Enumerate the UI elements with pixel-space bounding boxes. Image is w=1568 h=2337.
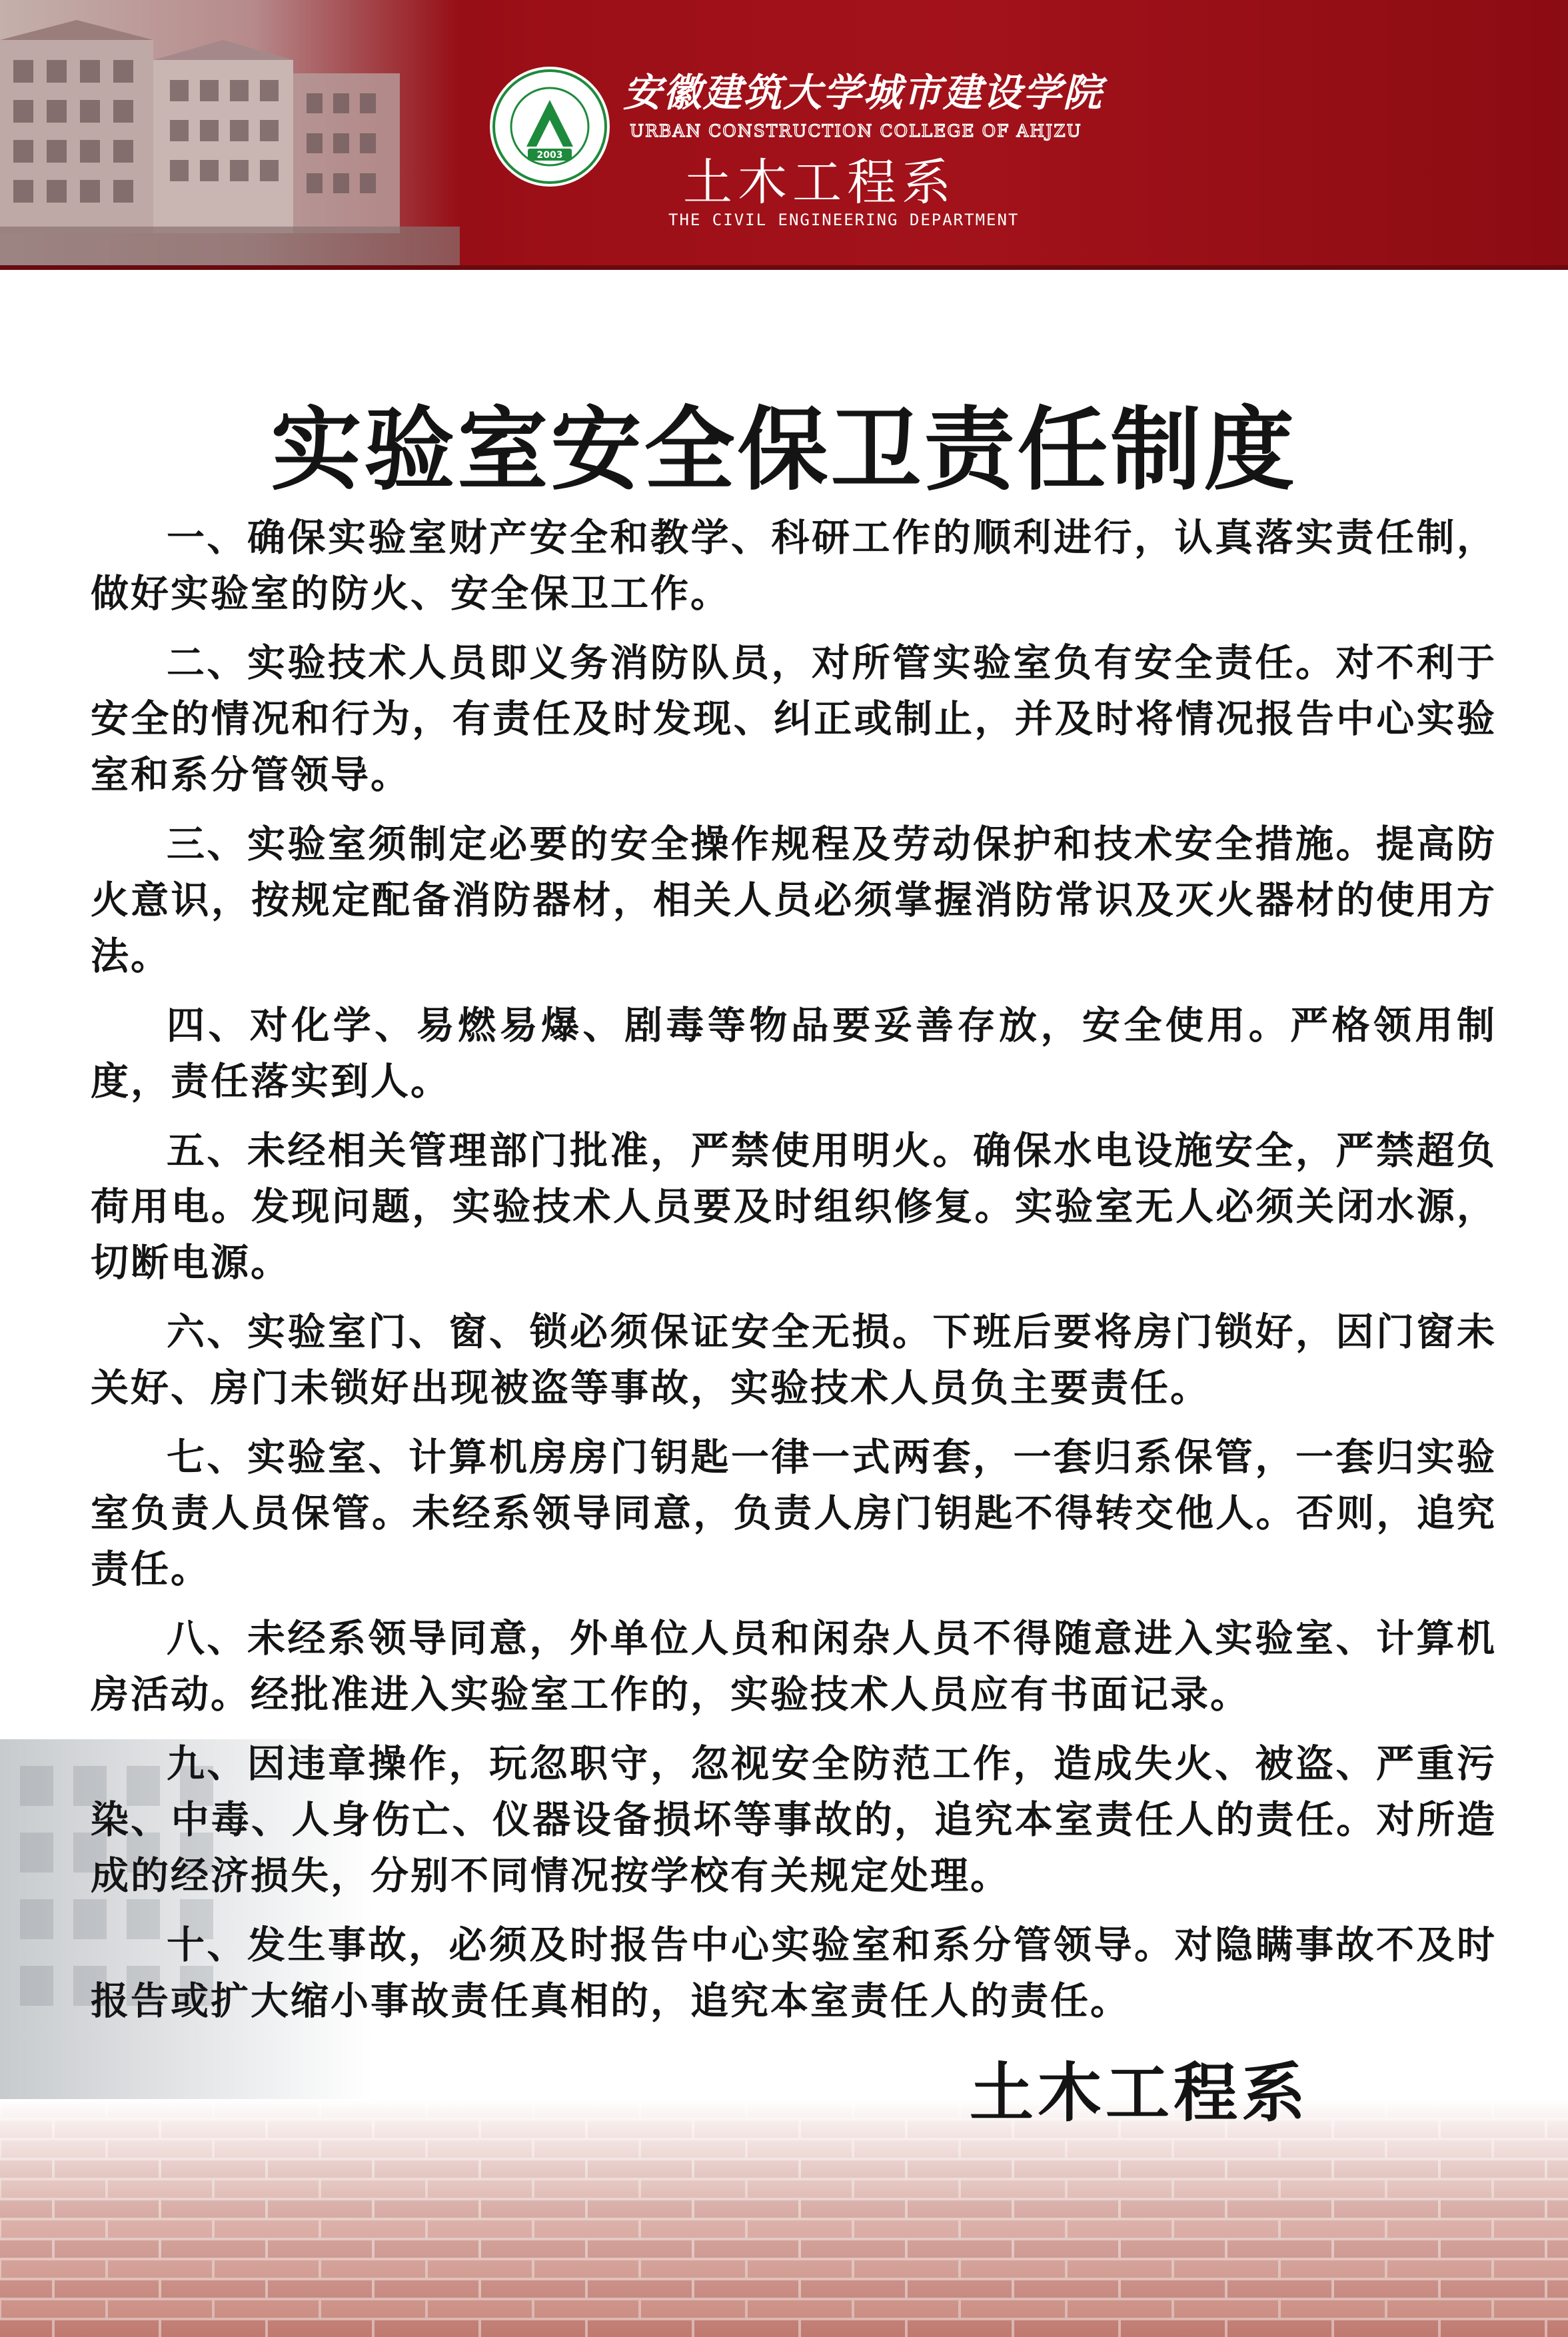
campus-building-photo bbox=[0, 0, 460, 270]
regulation-body bbox=[91, 510, 1497, 2042]
college-name-en: URBAN CONSTRUCTION COLLEGE OF AHJZU bbox=[630, 121, 1082, 141]
logo-year: 2003 bbox=[536, 150, 563, 161]
brick-wall-background-icon bbox=[0, 2099, 1568, 2337]
regulation-item-10: 十、发生事故，必须及时报告中心实验室和系分管领导。对隐瞒事故不及时报告或扩大缩小事故责任真相的，追究本室责任人的责任。 bbox=[91, 1923, 1497, 2023]
header-divider bbox=[0, 265, 1568, 270]
regulation-item-5: 五、未经相关管理部门批准，严禁使用明火。确保水电设施安全，严禁超负荷用电。发现问题，实验技术人员要及时组织修复。实验室无人必须关闭水源，切断电源。 bbox=[91, 1129, 1497, 1285]
department-signature: 土木工程系 bbox=[970, 2056, 1309, 2130]
department-name-en: THE CIVIL ENGINEERING DEPARTMENT bbox=[668, 211, 1020, 229]
college-logo-icon bbox=[486, 63, 613, 190]
regulation-item-1: 一、确保实验室财产安全和教学、科研工作的顺利进行，认真落实责任制，做好实验室的防火、安全保卫工作。 bbox=[91, 516, 1497, 616]
regulation-item-4: 四、对化学、易燃易爆、剧毒等物品要妥善存放，安全使用。严格领用制度，责任落实到人。 bbox=[91, 1004, 1497, 1104]
regulation-item-3: 三、实验室须制定必要的安全操作规程及劳动保护和技术安全措施。提高防火意识，按规定配备消防器材，相关人员必须掌握消防常识及灭火器材的使用方法。 bbox=[91, 822, 1497, 978]
regulation-item-2: 二、实验技术人员即义务消防队员，对所管实验室负有安全责任。对不利于安全的情况和行为，有责任及时发现、纠正或制止，并及时将情况报告中心实验室和系分管领导。 bbox=[91, 641, 1497, 797]
regulation-item-6: 六、实验室门、窗、锁必须保证安全无损。下班后要将房门锁好，因门窗未关好、房门未锁好出现被盗等事故，实验技术人员负主要责任。 bbox=[91, 1310, 1497, 1410]
regulation-item-9: 九、因违章操作，玩忽职守，忽视安全防范工作，造成失火、被盗、严重污染、中毒、人身伤亡、仪器设备损坏等事故的，追究本室责任人的责任。对所造成的经济损失，分别不同情况按学校有关规定处理。 bbox=[91, 1742, 1497, 1898]
document-title: 实验室安全保卫责任制度 bbox=[271, 396, 1297, 503]
regulation-item-7: 七、实验室、计算机房房门钥匙一律一式两套，一套归系保管，一套归实验室负责人员保管。未经系领导同意，负责人房门钥匙不得转交他人。否则，追究责任。 bbox=[91, 1435, 1497, 1591]
building-illustration-icon bbox=[0, 0, 460, 270]
department-name: 土木工程系 bbox=[683, 154, 956, 211]
college-name: 安徽建筑大学城市建设学院 bbox=[623, 70, 1104, 115]
regulation-item-8: 八、未经系领导同意，外单位人员和闲杂人员不得随意进入实验室、计算机房活动。经批准进入实验室工作的，实验技术人员应有书面记录。 bbox=[91, 1617, 1497, 1717]
header-banner bbox=[0, 0, 1568, 270]
